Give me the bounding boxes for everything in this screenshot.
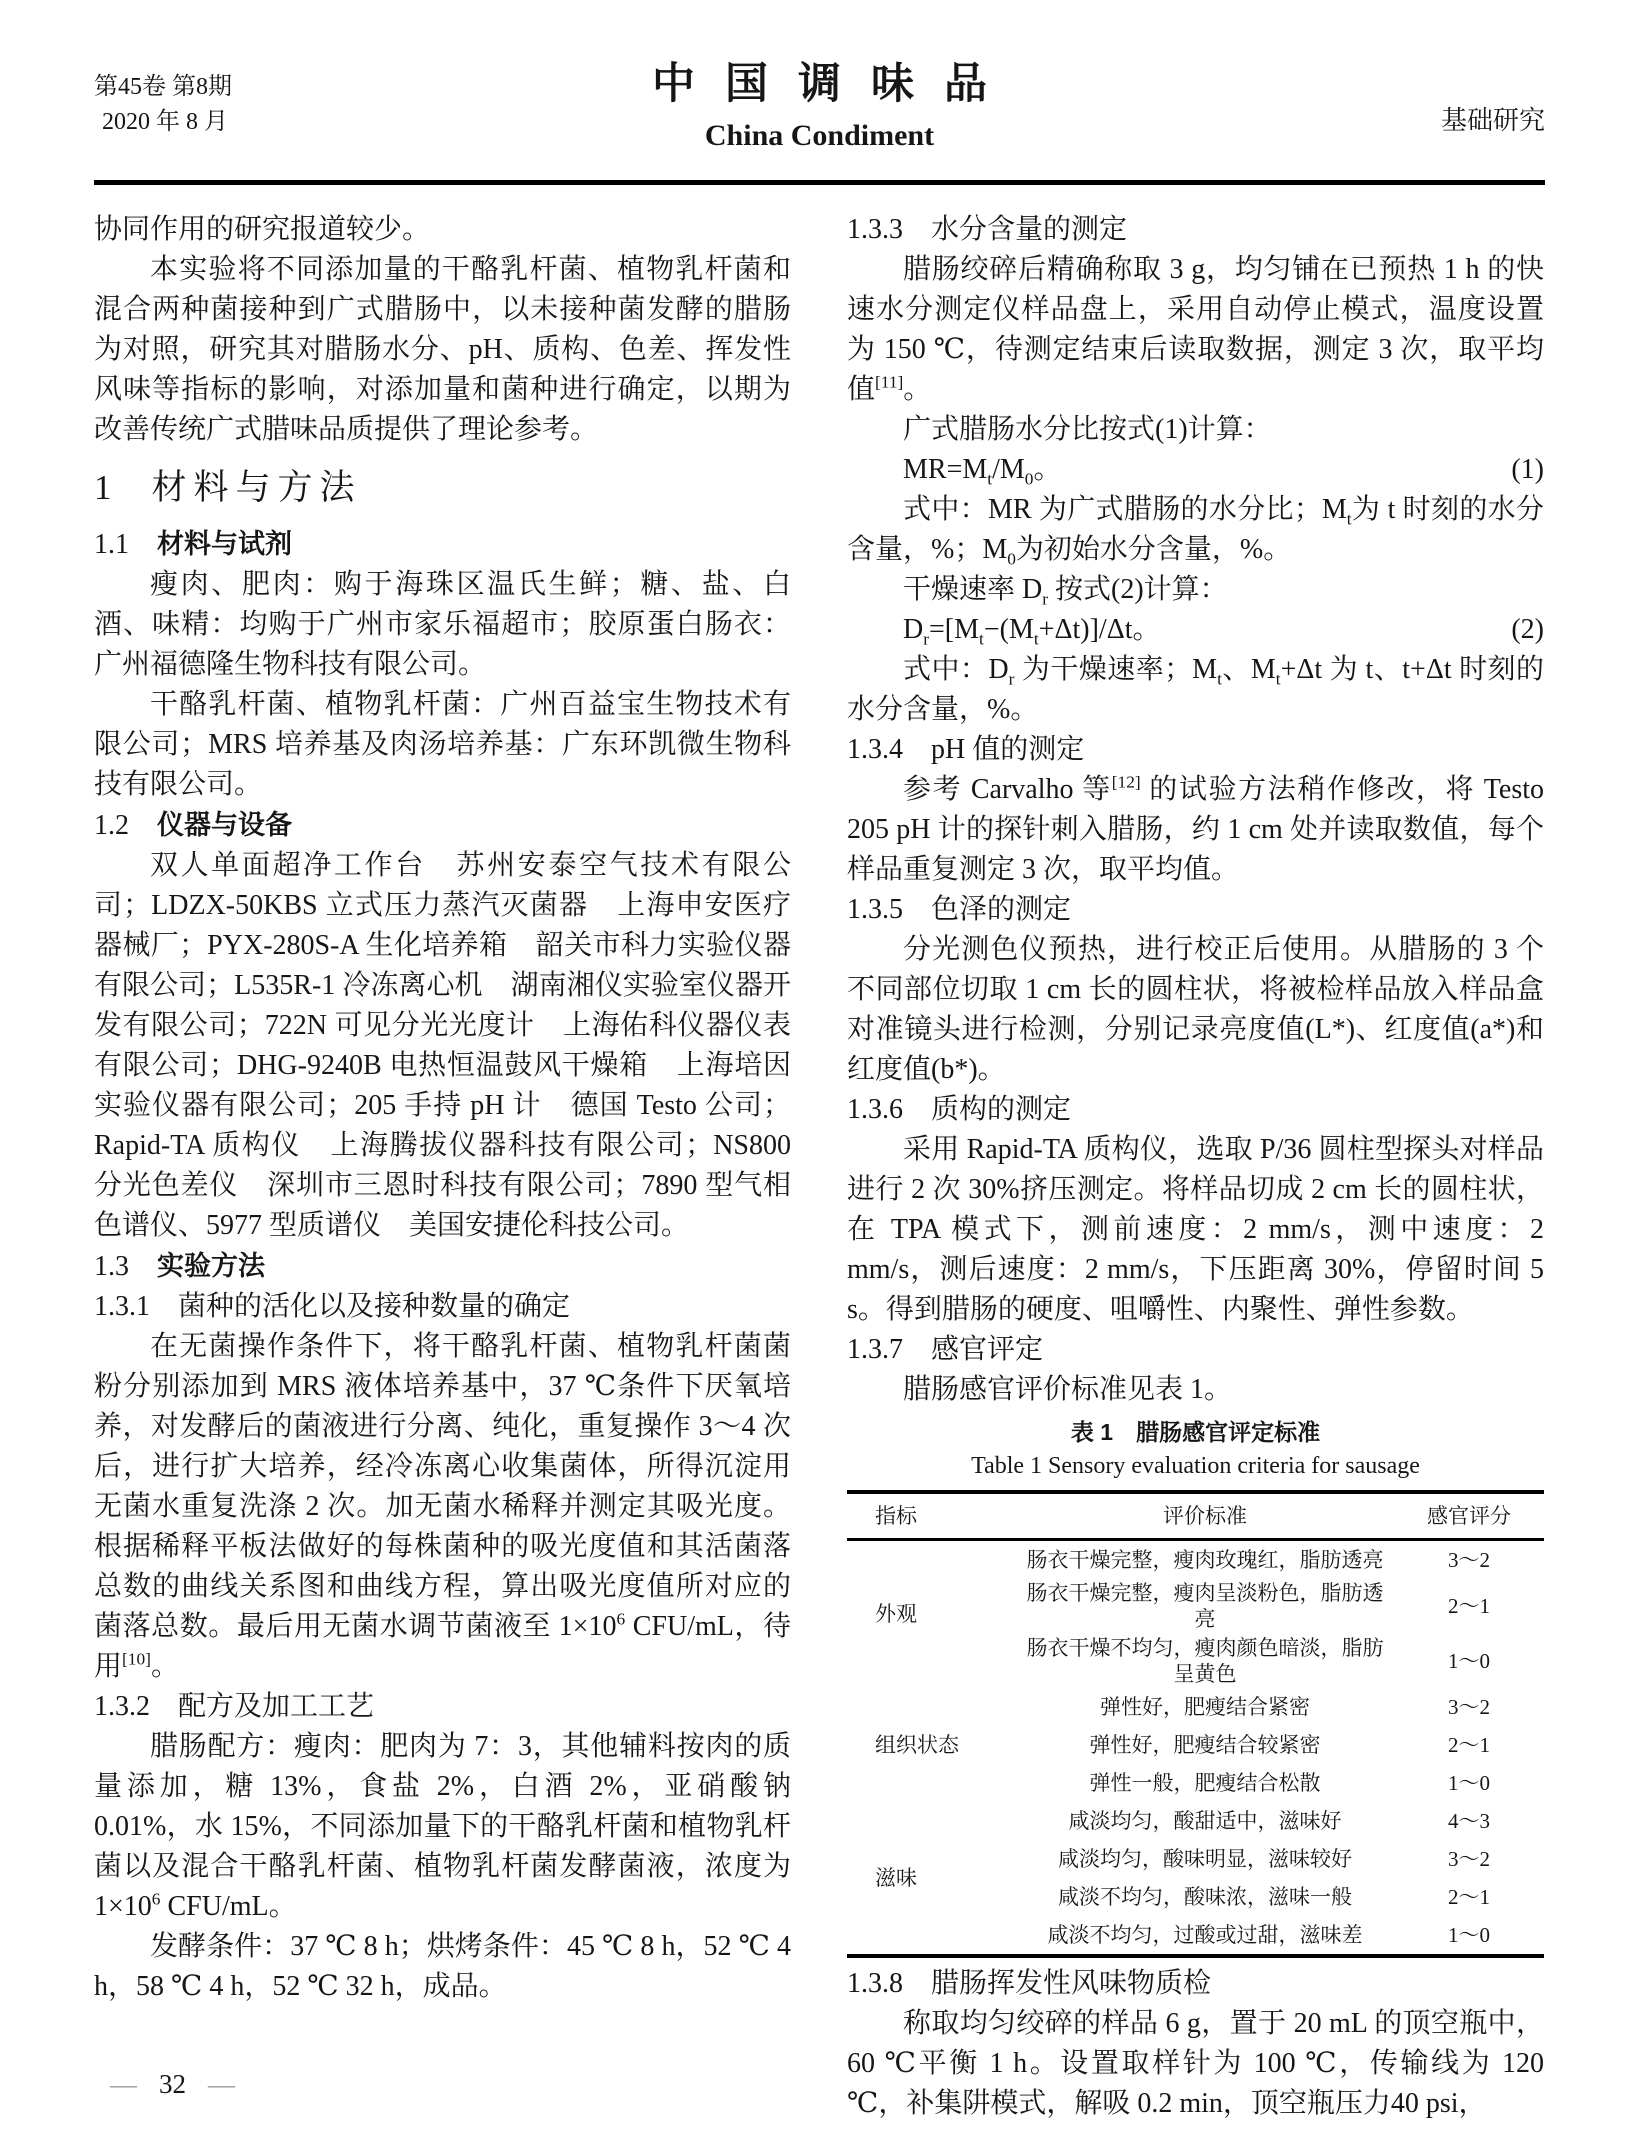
section-number: 1.2: [94, 810, 129, 841]
footer-dash-left: —: [110, 2069, 137, 2099]
section-1-3-1-heading: [94, 1287, 791, 1327]
text-run: 、M: [1221, 654, 1276, 685]
page-footer: [110, 2069, 235, 2100]
para-materials-1: 瘦肉、肥肉：购于海珠区温氏生鲜；糖、盐、白酒、味精：均购于广州市家乐福超市；胶原蛋白肠衣：广州福德隆生物科技有限公司。: [94, 569, 791, 680]
footer-dash-right: —: [208, 2069, 235, 2099]
section-1-3-6-heading: [847, 1090, 1544, 1130]
equation-number: (2): [1511, 614, 1544, 645]
criteria-cell: 弹性好，肥瘦结合较紧密: [1089, 1732, 1321, 1757]
para-materials-2: 干酪乳杆菌、植物乳杆菌：广州百益宝生物技术有限公司；MRS 培养基及肉汤培养基：广东环凯微生物科技有限公司。: [94, 689, 791, 800]
para-recipe: [94, 1727, 791, 1927]
section-number: 1.3.6: [847, 1094, 903, 1125]
text-run: 为 t 时刻的水分含量，%；M: [847, 494, 1544, 565]
criteria-cell: 咸淡均匀，酸甜适中，滋味好: [1068, 1808, 1342, 1833]
subscript: t: [1346, 509, 1352, 529]
subscript: r: [923, 629, 930, 649]
score-cell: 1～0: [1448, 1648, 1490, 1673]
section-1-3-2-heading: [94, 1687, 791, 1727]
section-1-3-heading: [94, 1246, 791, 1287]
criteria-cell: 肠衣干燥完整，瘦肉呈淡粉色，脂肪透亮: [1026, 1581, 1384, 1632]
section-1-3-4-heading: [847, 730, 1544, 770]
score-cell: 2～1: [1448, 1594, 1490, 1619]
right-column: [847, 210, 1544, 2124]
section-label: 基础研究: [1440, 106, 1545, 135]
table-caption-cn: 表 1 腊肠感官评定标准: [1070, 1419, 1321, 1445]
left-column: [94, 210, 791, 2124]
journal-title-block: [0, 50, 1639, 153]
section-number: 1.3.3: [847, 214, 903, 245]
table-row: [847, 1802, 1544, 1840]
table-row: [847, 1540, 1544, 1580]
section-number: 1.3.7: [847, 1334, 903, 1365]
section-title: 菌种的活化以及接种数量的确定: [178, 1291, 571, 1322]
section-title: 腊肠挥发性风味物质检: [931, 1968, 1212, 1999]
criteria-cell: 弹性一般，肥瘦结合松散: [1089, 1770, 1321, 1795]
section-title: pH 值的测定: [931, 734, 1085, 765]
section-title: 感官评定: [931, 1334, 1044, 1365]
col-header-indicator: 指标: [847, 1492, 1016, 1540]
score-cell: 2～1: [1448, 1732, 1490, 1757]
text-run: 按式(2)计算：: [1048, 574, 1228, 605]
section-number: 1.1: [94, 529, 129, 560]
criteria-cell: 咸淡不均匀，酸味浓，滋味一般: [1058, 1884, 1352, 1909]
score-cell: 3～2: [1448, 1694, 1490, 1719]
table-row: [847, 1688, 1544, 1726]
score-cell: 1～0: [1448, 1922, 1490, 1947]
criteria-cell: 咸淡不均匀，过酸或过甜，滋味差: [1047, 1922, 1363, 1947]
text-run: 腊肠绞碎后精确称取 3 g，均匀铺在已预热 1 h 的快速水分测定仪样品盘上，采用自动停止模式，温度设置为 150 ℃，待测定结束后读取数据，测定 3 次，取平均值: [847, 254, 1544, 405]
section-number: 1.3.2: [94, 1691, 150, 1722]
text-run: 参考 Carvalho 等: [903, 774, 1112, 805]
table-header-row: [847, 1492, 1544, 1540]
para-sensory: 腊肠感官评价标准见表 1。: [903, 1374, 1233, 1405]
para-eq2-note: [847, 650, 1544, 730]
section-1-2-heading: [94, 805, 791, 846]
header-rule: [94, 180, 1545, 185]
section-1-3-3-heading: [847, 210, 1544, 250]
text-run: /M: [992, 454, 1025, 485]
text-run: 。: [150, 1651, 179, 1682]
section-1-1-heading: [94, 524, 791, 565]
page-number: 32: [159, 2069, 186, 2099]
score-cell: 3～2: [1448, 1846, 1490, 1871]
para-intro-tail: 协同作用的研究报道较少。: [94, 214, 431, 245]
issue-date: 2020 年 8 月: [102, 109, 228, 135]
section-title: 实验方法: [157, 1251, 265, 1281]
section-1-heading: [94, 464, 791, 512]
section-number: 1.3: [94, 1251, 129, 1282]
score-cell: 1～0: [1448, 1770, 1490, 1795]
exponent: 6: [616, 1609, 626, 1629]
para-color: 分光测色仪预热，进行校正后使用。从腊肠的 3 个不同部位切取 1 cm 长的圆柱状，将被检样品放入样品盒对准镜头进行检测，分别记录亮度值(L*)、红度值(a*)和红度值(b*)。: [847, 934, 1544, 1085]
criteria-cell: 弹性好，肥瘦结合紧密: [1100, 1694, 1310, 1719]
subscript: t: [1275, 669, 1281, 689]
text-run: CFU/mL。: [160, 1891, 297, 1922]
section-title: 质构的测定: [931, 1094, 1072, 1125]
text-run: 干燥速率 D: [903, 574, 1043, 605]
text-run: CFU/mL，待用: [94, 1611, 791, 1682]
text-run: MR=M: [903, 454, 988, 485]
group-taste: 滋味: [875, 1865, 917, 1890]
subscript: 0: [1007, 549, 1016, 569]
criteria-cell: 肠衣干燥不均匀，瘦肉颜色暗淡，脂肪呈黄色: [1026, 1635, 1384, 1686]
section-1-3-7-heading: [847, 1330, 1544, 1370]
text-run: −(M: [983, 614, 1034, 645]
equation-body: [903, 610, 1161, 650]
score-cell: 2～1: [1448, 1884, 1490, 1909]
para-volatile: 称取均匀绞碎的样品 6 g，置于 20 mL 的顶空瓶中，60 ℃平衡 1 h。设置取样针为 100 ℃，传输线为 120 ℃，补集阱模式，解吸 0.2 min，顶空瓶压力40 psi，: [847, 2008, 1544, 2119]
section-title: 材料与方法: [151, 468, 362, 507]
para-texture: 采用 Rapid-TA 质构仪，选取 P/36 圆柱型探头对样品进行 2 次 30%挤压测定。将样品切成 2 cm 长的圆柱状，在 TPA 模式下，测前速度：2 mm/s，测中速度：2 mm/s，测后速度：2 mm/s，下压距离 30%，停留时间 5 s。得到腊肠的硬度、咀嚼性、内聚性、弹性参数。: [847, 1134, 1544, 1325]
col-header-criteria: 评价标准: [1016, 1492, 1394, 1540]
subscript: t: [1033, 629, 1039, 649]
subscript: r: [1042, 589, 1049, 609]
section-number: 1: [94, 468, 112, 507]
citation-ref: [12]: [1111, 772, 1141, 792]
section-1-3-8-heading: [847, 1964, 1544, 2004]
text-run: 。: [1033, 454, 1062, 485]
text-run: +Δt)]/Δt。: [1038, 614, 1161, 645]
para-ph: [847, 770, 1544, 890]
equation-2: [847, 610, 1544, 650]
text-run: 为初始水分含量，%。: [1015, 534, 1292, 565]
volume-issue: 第45卷 第8期: [94, 74, 232, 100]
score-cell: 3～2: [1448, 1547, 1490, 1572]
text-run: 的试验方法稍作修改，将 Testo 205 pH 计的探针刺入腊肠，约 1 cm 处并读取数值，每个样品重复测定 3 次，取平均值。: [847, 774, 1544, 885]
text-run: 式中：D: [903, 654, 1009, 685]
article-body: [0, 186, 1639, 2124]
para-activation: [94, 1327, 791, 1687]
exponent: 6: [151, 1889, 161, 1909]
citation-ref: [10]: [122, 1649, 151, 1669]
col-header-score: 感官评分: [1394, 1492, 1544, 1540]
text-run: D: [903, 614, 924, 645]
score-cell: 4～3: [1448, 1808, 1490, 1833]
citation-ref: [11]: [875, 372, 904, 392]
criteria-cell: 咸淡均匀，酸味明显，滋味较好: [1058, 1846, 1352, 1871]
text-run: 。: [903, 374, 932, 405]
table-caption-en: Table 1 Sensory evaluation criteria for sausage: [971, 1453, 1420, 1479]
subscript: t: [979, 629, 984, 649]
equation-1: [847, 450, 1544, 490]
para-eq1-note: [847, 490, 1544, 570]
section-title: 水分含量的测定: [931, 214, 1128, 245]
para-fermentation: 发酵条件：37 ℃ 8 h；烘烤条件：45 ℃ 8 h，52 ℃ 4 h，58 ℃ 4 h，52 ℃ 32 h，成品。: [94, 1931, 791, 2002]
section-number: 1.3.4: [847, 734, 903, 765]
text-run: 式中：MR 为广式腊肠的水分比；M: [903, 494, 1347, 525]
section-1-3-5-heading: [847, 890, 1544, 930]
subscript: t: [987, 469, 993, 489]
subscript: t: [1217, 669, 1222, 689]
para-intro-main: 本实验将不同添加量的干酪乳杆菌、植物乳杆菌和混合两种菌接种到广式腊肠中，以未接种菌发酵的腊肠为对照，研究其对腊肠水分、pH、质构、色差、挥发性风味等指标的影响，对添加量和菌种进行确定，以期为改善传统广式腊味品质提供了理论参考。: [94, 254, 791, 445]
section-title: 材料与试剂: [157, 529, 292, 559]
equation-body: [903, 450, 1061, 490]
subscript: r: [1008, 669, 1015, 689]
para-dr-intro: [847, 570, 1544, 610]
journal-title-cn: 中国调味品: [652, 60, 1017, 108]
text-run: +Δt 为 t、t+Δt 时刻的水分含量，%。: [847, 654, 1544, 725]
text-run: 腊肠配方：瘦肉：肥肉为 7：3，其他辅料按肉的质量添加，糖 13%，食盐 2%，白酒 2%，亚硝酸钠 0.01%，水 15%，不同添加量下的干酪乳杆菌和植物乳杆菌以及混合干酪乳杆菌、植物乳杆菌发酵菌液，浓度为 1×10: [94, 1731, 791, 1922]
equation-number: (1): [1511, 454, 1544, 485]
para-equipment: 双人单面超净工作台 苏州安泰空气技术有限公司；LDZX-50KBS 立式压力蒸汽灭菌器 上海申安医疗器械厂；PYX-280S-A 生化培养箱 韶关市科力实验仪器有限公司；L535R-1 冷冻离心机 湖南湘仪实验室仪器开发有限公司；722N 可见分光光度计 上海佑科仪器仪表有限公司；DHG-9240B 电热恒温鼓风干燥箱 上海培因实验仪器有限公司；205 手持 pH 计 德国 Testo 公司；Rapid-TA 质构仪 上海腾拔仪器科技有限公司；NS800 分光色差仪 深圳市三恩时科技有限公司；7890 型气相色谱仪、5977 型质谱仪 美国安捷伦科技公司。: [94, 850, 791, 1241]
section-title: 色泽的测定: [931, 894, 1072, 925]
text-run: 为干燥速率；M: [1014, 654, 1218, 685]
subscript: 0: [1024, 469, 1034, 489]
para-mr-intro: 广式腊肠水分比按式(1)计算：: [903, 414, 1272, 445]
journal-title-en: China Condiment: [704, 119, 935, 152]
criteria-cell: 肠衣干燥完整，瘦肉玫瑰红，脂肪透亮: [1026, 1547, 1384, 1572]
para-moisture: [847, 250, 1544, 410]
group-appearance: 外观: [875, 1602, 917, 1627]
section-number: 1.3.8: [847, 1968, 903, 1999]
group-texture-state: 组织状态: [875, 1732, 959, 1757]
sensory-table: [847, 1490, 1544, 1958]
page-header: [0, 0, 1639, 186]
section-number: 1.3.5: [847, 894, 903, 925]
section-number: 1.3.1: [94, 1291, 150, 1322]
section-title: 配方及加工工艺: [178, 1691, 375, 1722]
text-run: 在无菌操作条件下，将干酪乳杆菌、植物乳杆菌菌粉分别添加到 MRS 液体培养基中，37 ℃条件下厌氧培养，对发酵后的菌液进行分离、纯化，重复操作 3～4 次后，进行扩大培养，经冷冻离心收集菌体，所得沉淀用无菌水重复洗涤 2 次。加无菌水稀释并测定其吸光度。根据稀释平板法做好的每株菌种的吸光度值和其活菌落总数的曲线关系图和曲线方程，算出吸光度值所对应的菌落总数。最后用无菌水调节菌液至 1×10: [94, 1331, 791, 1642]
text-run: =[M: [929, 614, 980, 645]
section-title: 仪器与设备: [157, 810, 292, 840]
